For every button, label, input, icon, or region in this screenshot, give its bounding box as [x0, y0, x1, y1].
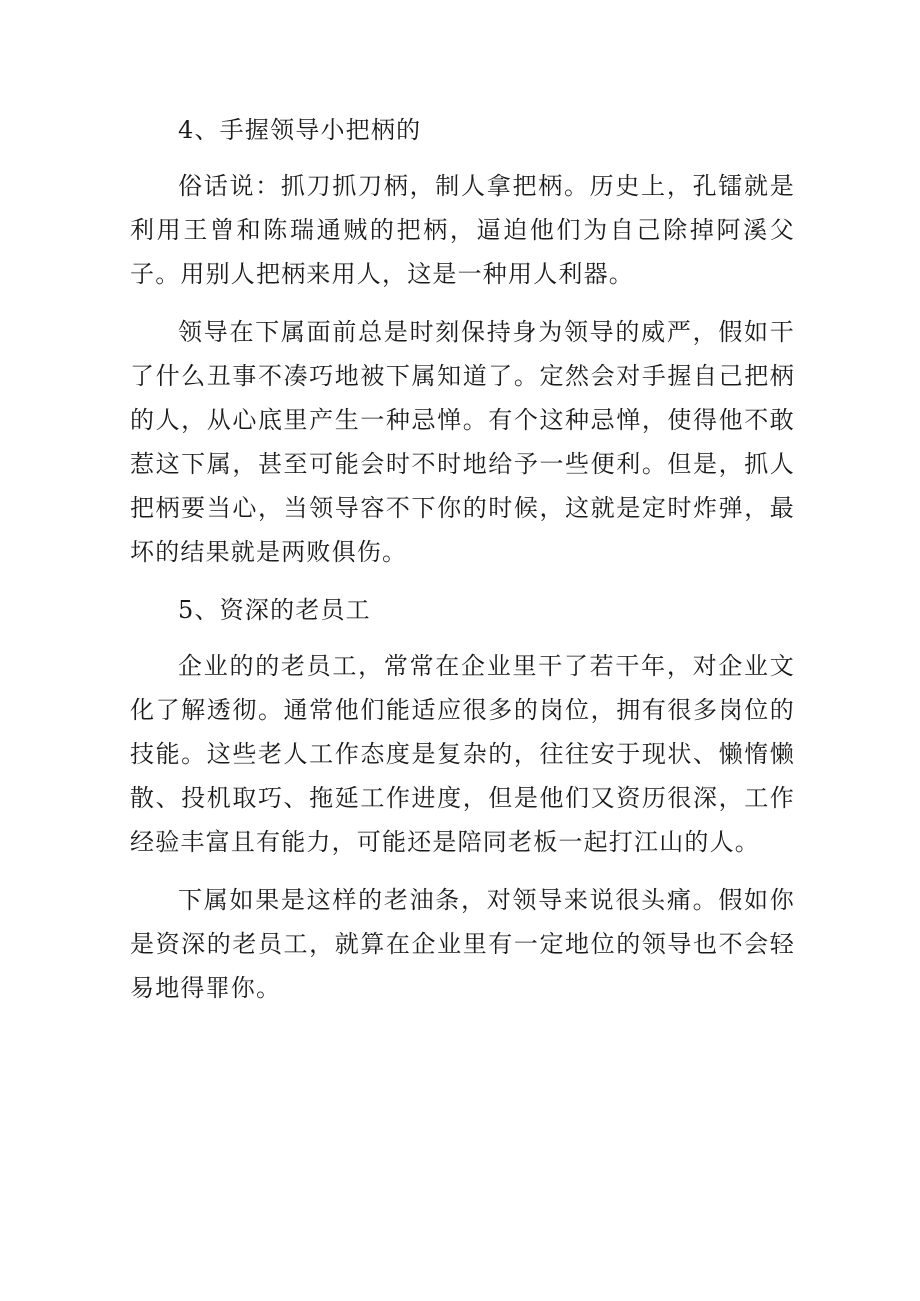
section-heading-4: 4、手握领导小把柄的 [178, 116, 422, 144]
document-body [130, 108, 795, 1024]
paragraph: 领导在下属面前总是时刻保持身为领导的威严，假如干了什么丑事不凑巧地被下属知道了。定然会对手握自己把柄的人，从心底里产生一种忌惮。有个这种忌惮，使得他不敢惹这下属，甚至可能会时不时地给予一些便利。但是，抓人把柄要当心，当领导容不下你的时候，这就是定时炸弹，最坏的结果就是两败俱伤。 [130, 318, 795, 566]
paragraph: 企业的的老员工，常常在企业里干了若干年，对企业文化了解透彻。通常他们能适应很多的岗位，拥有很多岗位的技能。这些老人工作态度是复杂的，往往安于现状、懒惰懒散、投机取巧、拖延工作进度，但是他们又资历很深，工作经验丰富且有能力，可能还是陪同老板一起打江山的人。 [130, 652, 795, 856]
paragraph: 俗话说：抓刀抓刀柄，制人拿把柄。历史上，孔镭就是利用王曾和陈瑞通贼的把柄，逼迫他们为自己除掉阿溪父子。用别人把柄来用人，这是一种用人利器。 [130, 172, 795, 288]
paragraph: 下属如果是这样的老油条，对领导来说很头痛。假如你是资深的老员工，就算在企业里有一定地位的领导也不会轻易地得罪你。 [130, 886, 795, 1002]
section-heading-5: 5、资深的老员工 [178, 596, 371, 624]
